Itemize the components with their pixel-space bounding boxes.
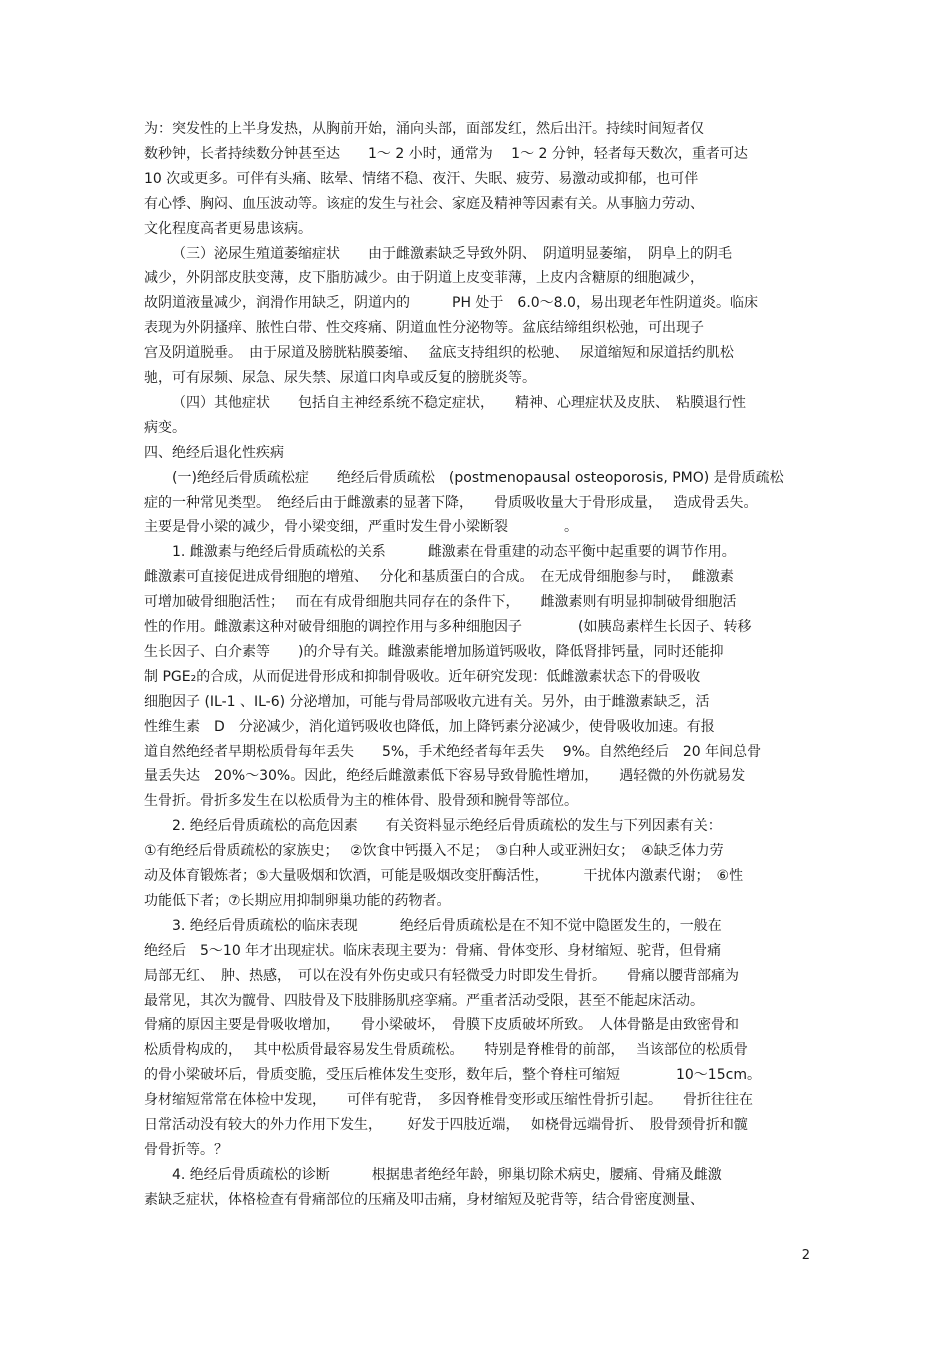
text-line: 日常活动没有较大的外力作用下发生， 好发于四肢近端， 如桡骨远端骨折、 股骨颈骨折和髋: [144, 1117, 748, 1133]
text-line: 生骨折。骨折多发生在以松质骨为主的椎体骨、股骨颈和腕骨等部位。: [144, 793, 578, 810]
text-line: 2. 绝经后骨质疏松的高危因素 有关资料显示绝经后骨质疏松的发生与下列因素有关：: [172, 818, 722, 835]
text-line: 主要是骨小梁的减少，骨小梁变细，严重时发生骨小梁断裂 。: [144, 519, 578, 536]
text-line: 数秒钟，长者持续数分钟甚至达 1～ 2 小时，通常为 1～ 2 分钟，轻者每天数次，重者可达: [144, 145, 748, 162]
text-line: 病变。: [144, 419, 186, 436]
text-line: 量丢失达 20%～30%。因此，绝经后雌激素低下容易导致骨脆性增加， 遇轻微的外伤就易发: [144, 768, 746, 785]
text-line: 有心悸、胸闷、血压波动等。该症的发生与社会、家庭及精神等因素有关。从事脑力劳动、: [144, 195, 704, 212]
text-line: 10 次或更多。可伴有头痛、眩晕、情绪不稳、夜汗、失眠、疲劳、易激动或抑郁，也可伴: [144, 170, 699, 187]
text-line: 为：突发性的上半身发热，从胸前开始，涌向头部，面部发红，然后出汗。持续时间短者仅: [144, 121, 704, 137]
text-line: 四、绝经后退化性疾病: [144, 444, 284, 461]
page-number: 2: [801, 1248, 810, 1263]
text-line: 的骨小梁破坏后，骨质变脆，受压后椎体发生变形，数年后，整个脊柱可缩短 10～15cm。: [144, 1067, 761, 1084]
text-line: (一)绝经后骨质疏松症 绝经后骨质疏松 (postmenopausal osteoporosis, PMO) 是骨质疏松: [172, 469, 784, 486]
text-line: 素缺乏症状，体格检查有骨痛部位的压痛及叩击痛，身材缩短及驼背等，结合骨密度测量、: [144, 1191, 704, 1208]
text-line: 1. 雌激素与绝经后骨质疏松的关系 雌激素在骨重建的动态平衡中起重要的调节作用。: [172, 544, 736, 561]
text-line: 生长因子、白介素等 )的介导有关。雌激素能增加肠道钙吸收，降低肾排钙量，同时还能抑: [144, 643, 724, 660]
text-line: 最常见，其次为髋骨、四肢骨及下肢腓肠肌痉挛痛。严重者活动受限，甚至不能起床活动。: [144, 992, 704, 1009]
text-line: 功能低下者；⑦长期应用抑制卵巢功能的药物者。: [144, 892, 451, 909]
text-line: 3. 绝经后骨质疏松的临床表现 绝经后骨质疏松是在不知不觉中隐匿发生的，一般在: [172, 917, 722, 934]
text-line: 性维生素 D 分泌减少，消化道钙吸收也降低，加上降钙素分泌减少，使骨吸收加速。有报: [144, 718, 715, 735]
text-line: 文化程度高者更易患该病。: [144, 220, 312, 237]
text-line: 雌激素可直接促进成骨细胞的增殖、 分化和基质蛋白的合成。 在无成骨细胞参与时， 雌激素: [144, 569, 734, 586]
text-line: 道自然绝经者早期松质骨每年丢失 5%，手术绝经者每年丢失 9%。自然绝经后 20 年间总骨: [144, 743, 762, 760]
text-line: 宫及阴道脱垂。 由于尿道及膀胱粘膜萎缩、 盆底支持组织的松驰、 尿道缩短和尿道括约肌松: [144, 345, 734, 362]
text-line: 减少，外阴部皮肤变薄，皮下脂肪减少。由于阴道上皮变菲薄，上皮内含糖原的细胞减少，: [144, 270, 704, 287]
text-line: 故阴道液量减少，润滑作用缺乏，阴道内的 PH 处于 6.0～8.0，易出现老年性阴道炎。临床: [144, 295, 758, 312]
text-line: 细胞因子 (IL-1 、IL-6) 分泌增加，可能与骨局部吸收亢进有关。另外，由于雌激素缺乏，活: [144, 693, 710, 710]
text-line: 驰，可有尿频、尿急、尿失禁、尿道口肉阜或反复的膀胱炎等。: [144, 370, 536, 386]
text-line: 制 PGE₂的合成，从而促进骨形成和抑制骨吸收。近年研究发现：低雌激素状态下的骨吸收: [144, 668, 701, 685]
text-line: 动及体育锻炼者；⑤大量吸烟和饮酒，可能是吸烟改变肝酶活性， 干扰体内激素代谢； ⑥性: [144, 868, 744, 884]
text-line: 骨痛的原因主要是骨吸收增加， 骨小梁破坏， 骨膜下皮质破坏所致。 人体骨骼是由致密骨和: [144, 1017, 739, 1034]
text-line: 症的一种常见类型。 绝经后由于雌激素的显著下降， 骨质吸收量大于骨形成量， 造成骨丢失。: [144, 494, 758, 511]
text-line: ①有绝经后骨质疏松的家族史； ②饮食中钙摄入不足； ③白种人或亚洲妇女； ④缺乏体力劳: [144, 843, 724, 860]
text-line: 骨骨折等。？: [144, 1141, 228, 1158]
text-line: （三）泌尿生殖道萎缩症状 由于雌激素缺乏导致外阴、 阴道明显萎缩， 阴阜上的阴毛: [172, 245, 732, 262]
text-line: 绝经后 5～10 年才出现症状。临床表现主要为：骨痛、骨体变形、身材缩短、驼背，但骨痛: [144, 942, 722, 959]
text-line: 身材缩短常常在体检中发现， 可伴有驼背， 多因脊椎骨变形或压缩性骨折引起。 骨折往往在: [144, 1092, 753, 1109]
text-line: 局部无红、 肿、热感， 可以在没有外伤史或只有轻微受力时即发生骨折。 骨痛以腰背部痛为: [144, 967, 739, 984]
text-line: 表现为外阴搔痒、脓性白带、性交疼痛、阴道血性分泌物等。盆底结缔组织松弛，可出现子: [144, 320, 704, 337]
text-line: 可增加破骨细胞活性； 而在有成骨细胞共同存在的条件下， 雌激素则有明显抑制破骨细胞活: [144, 594, 737, 611]
text-line: 松质骨构成的， 其中松质骨最容易发生骨质疏松。 特别是脊椎骨的前部， 当该部位的松质骨: [144, 1042, 748, 1059]
text-line: 性的作用。雌激素这种对破骨细胞的调控作用与多种细胞因子 (如胰岛素样生长因子、转移: [144, 619, 752, 635]
text-line: 4. 绝经后骨质疏松的诊断 根据患者绝经年龄，卵巢切除术病史，腰痛、骨痛及雌激: [172, 1166, 722, 1183]
text-line: （四）其他症状 包括自主神经系统不稳定症状， 精神、心理症状及皮肤、 粘膜退行性: [172, 394, 746, 411]
